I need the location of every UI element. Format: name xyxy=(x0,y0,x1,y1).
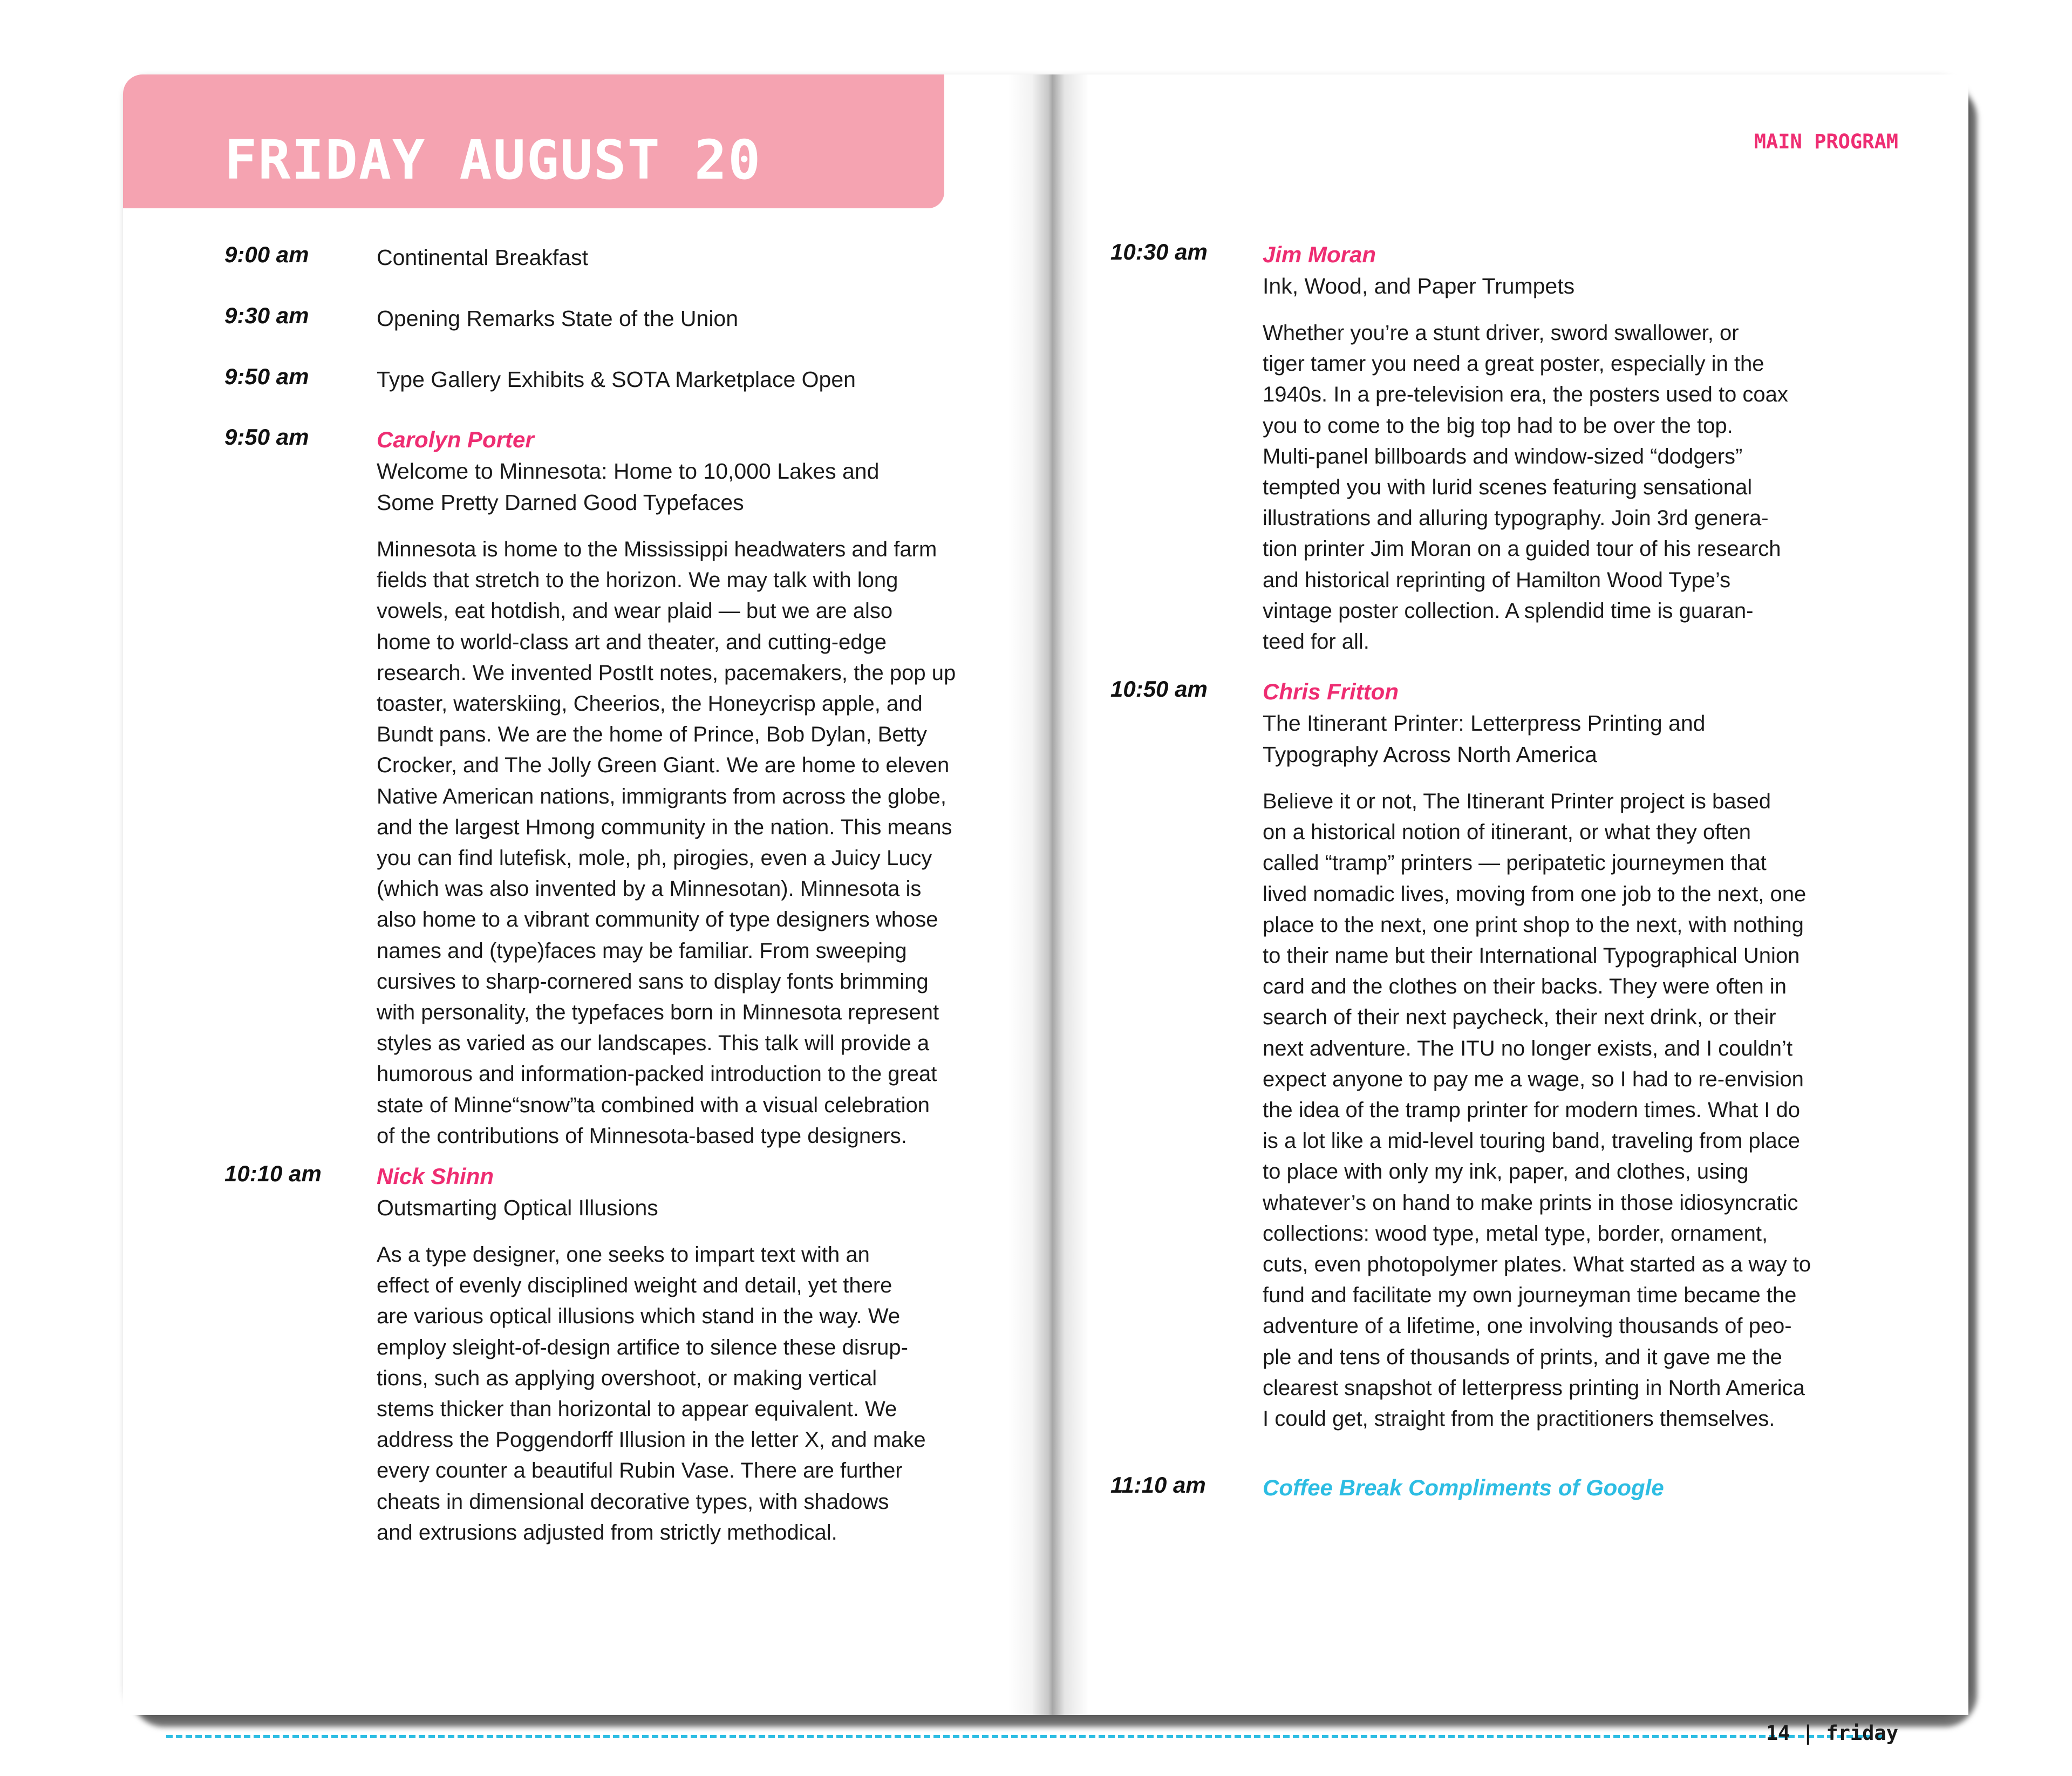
text-line: with personality, the typefaces born in Minnesota represent xyxy=(377,1001,939,1025)
talk-description xyxy=(377,534,986,1152)
text-line: on a historical notion of itinerant, or what they often xyxy=(1263,820,1751,845)
text-line: card and the clothes on their backs. They were often in xyxy=(1263,975,1787,999)
talk-description xyxy=(1263,786,1856,1434)
footer-dashed-rule xyxy=(166,1735,1882,1738)
text-line: every counter a beautiful Rubin Vase. There are further xyxy=(377,1459,903,1483)
text-line: Bundt pans. We are the home of Prince, Bob Dylan, Betty xyxy=(377,723,927,747)
entry-content xyxy=(377,364,986,395)
speaker-name: Carolyn Porter xyxy=(377,427,534,452)
talk-title: Outsmarting Optical Illusions xyxy=(377,1195,658,1220)
text-line: of the contributions of Minnesota-based type designers. xyxy=(377,1124,907,1148)
text-line: effect of evenly disciplined weight and detail, yet there xyxy=(377,1274,892,1298)
text-line: you can find lutefisk, mole, ph, pirogies, even a Juicy Lucy xyxy=(377,846,932,870)
text-line: state of Minne“snow”ta combined with a visual celebration xyxy=(377,1093,930,1117)
text-line: teed for all. xyxy=(1263,630,1369,654)
text-line: collections: wood type, metal type, border, ornament, xyxy=(1263,1221,1768,1246)
text-line: styles as varied as our landscapes. This talk will provide a xyxy=(377,1031,930,1056)
text-line: I could get, straight from the practitioners themselves. xyxy=(1263,1407,1775,1431)
talk-title: Welcome to Minnesota: Home to 10,000 Lakes and xyxy=(377,459,880,484)
text-line: research. We invented PostIt notes, pacemakers, the pop up xyxy=(377,661,956,685)
text-line: also home to a vibrant community of type designers whose xyxy=(377,908,938,932)
entry-time: 9:30 am xyxy=(224,303,309,328)
entry-time: 9:50 am xyxy=(224,424,309,450)
day-title: FRIDAY AUGUST 20 xyxy=(224,128,762,192)
text-line: Multi-panel billboards and window-sized “dodgers” xyxy=(1263,444,1743,468)
text-line: tempted you with lurid scenes featuring sensational xyxy=(1263,475,1753,500)
text-line: is a lot like a mid-level touring band, traveling from place xyxy=(1263,1129,1801,1153)
text-line: vintage poster collection. A splendid time is guaran- xyxy=(1263,598,1754,623)
left-page xyxy=(123,74,1046,1715)
entry-content xyxy=(1263,239,1856,657)
text-line: illustrations and alluring typography. Join 3rd genera- xyxy=(1263,506,1769,530)
text-line: vowels, eat hotdish, and wear plaid — but we are also xyxy=(377,599,893,623)
talk-title: Ink, Wood, and Paper Trumpets xyxy=(1263,274,1575,298)
talk-title: Some Pretty Darned Good Typefaces xyxy=(377,490,744,515)
text-line: tiger tamer you need a great poster, especially in the xyxy=(1263,352,1764,376)
talk-title: Typography Across North America xyxy=(1263,742,1597,767)
open-booklet xyxy=(123,74,1968,1745)
text-line: are various optical illusions which stand in the way. We xyxy=(377,1304,901,1329)
text-line: fund and facilitate my own journeyman time became the xyxy=(1263,1283,1797,1308)
text-line: you to come to the big top had to be over the top. xyxy=(1263,413,1733,438)
entry-content xyxy=(377,242,986,273)
text-line: (which was also invented by a Minnesotan). Minnesota is xyxy=(377,877,922,901)
entry-time: 9:00 am xyxy=(224,242,309,267)
text-line: Minnesota is home to the Mississippi headwaters and farm xyxy=(377,537,937,561)
text-line: to their name but their International Typographical Union xyxy=(1263,944,1800,968)
entry-content xyxy=(377,303,986,334)
text-line: Whether you’re a stunt driver, sword swallower, or xyxy=(1263,321,1739,345)
page-folio: 14 | friday xyxy=(1766,1721,1898,1745)
entry-content xyxy=(1263,1472,1856,1503)
text-line: tions, such as applying overshoot, or making vertical xyxy=(377,1366,877,1390)
entry-title: Opening Remarks State of the Union xyxy=(377,306,739,331)
talk-description xyxy=(1263,318,1856,657)
text-line: cuts, even photopolymer plates. What started as a way to xyxy=(1263,1253,1811,1277)
text-line: and the largest Hmong community in the nation. This means xyxy=(377,815,952,839)
text-line: to place with only my ink, paper, and clothes, using xyxy=(1263,1160,1749,1184)
coffee-break-label: Coffee Break Compliments of Google xyxy=(1263,1475,1664,1500)
text-line: 1940s. In a pre-television era, the posters used to coax xyxy=(1263,383,1788,407)
talk-description xyxy=(377,1240,986,1548)
entry-content xyxy=(377,424,986,1152)
text-line: ple and tens of thousands of prints, and it gave me the xyxy=(1263,1345,1782,1369)
text-line: and historical reprinting of Hamilton Wood Type’s xyxy=(1263,568,1731,592)
text-line: whatever’s on hand to make prints in those idiosyncratic xyxy=(1263,1190,1798,1215)
text-line: place to the next, one print shop to the next, with nothing xyxy=(1263,913,1804,937)
text-line: address the Poggendorff Illusion in the letter X, and make xyxy=(377,1428,926,1452)
text-line: toaster, waterskiing, Cheerios, the Honeycrisp apple, and xyxy=(377,692,923,716)
text-line: search of their next paycheck, their next drink, or their xyxy=(1263,1005,1776,1030)
text-line: stems thicker than horizontal to appear equivalent. We xyxy=(377,1397,897,1421)
entry-time: 10:10 am xyxy=(224,1161,322,1186)
talk-title: The Itinerant Printer: Letterpress Printing and xyxy=(1263,711,1706,736)
text-line: Crocker, and The Jolly Green Giant. We are home to eleven xyxy=(377,753,950,778)
text-line: expect anyone to pay me a wage, so I had to re-envision xyxy=(1263,1067,1804,1091)
text-line: adventure of a lifetime, one involving thousands of peo- xyxy=(1263,1314,1792,1338)
text-line: home to world-class art and theater, and cutting-edge xyxy=(377,630,887,654)
entry-time: 10:50 am xyxy=(1110,676,1208,702)
text-line: employ sleight-of-design artifice to silence these disrup- xyxy=(377,1335,908,1359)
entry-title: Continental Breakfast xyxy=(377,245,589,270)
text-line: the idea of the tramp printer for modern times. What I do xyxy=(1263,1098,1801,1122)
section-label: MAIN PROGRAM xyxy=(1754,130,1898,153)
entry-content xyxy=(377,1161,986,1548)
text-line: As a type designer, one seeks to impart text with an xyxy=(377,1243,870,1267)
entry-title: Type Gallery Exhibits & SOTA Marketplace Open xyxy=(377,367,856,392)
text-line: cursives to sharp-cornered sans to display fonts brimming xyxy=(377,969,929,994)
text-line: tion printer Jim Moran on a guided tour of his research xyxy=(1263,537,1781,561)
text-line: next adventure. The ITU no longer exists, and I couldn’t xyxy=(1263,1036,1793,1060)
right-page xyxy=(1046,74,1968,1715)
entry-time: 9:50 am xyxy=(224,364,309,389)
text-line: names and (type)faces may be familiar. From sweeping xyxy=(377,938,907,963)
text-line: Believe it or not, The Itinerant Printer project is based xyxy=(1263,790,1771,813)
text-line: cheats in dimensional decorative types, with shadows xyxy=(377,1489,889,1514)
text-line: and extrusions adjusted from strictly methodical. xyxy=(377,1520,837,1544)
speaker-name: Chris Fritton xyxy=(1263,679,1399,704)
text-line: humorous and information-packed introduction to the great xyxy=(377,1062,937,1086)
entry-time: 11:10 am xyxy=(1110,1472,1206,1498)
entry-content xyxy=(1263,676,1856,1434)
speaker-name: Jim Moran xyxy=(1263,242,1376,267)
entry-time: 10:30 am xyxy=(1110,239,1208,264)
speaker-name: Nick Shinn xyxy=(377,1163,494,1189)
text-line: called “tramp” printers — peripatetic journeymen that xyxy=(1263,851,1767,875)
text-line: clearest snapshot of letterpress printing in North America xyxy=(1263,1376,1805,1400)
text-line: lived nomadic lives, moving from one job to the next, one xyxy=(1263,882,1807,906)
text-line: fields that stretch to the horizon. We may talk with long xyxy=(377,568,898,593)
day-banner xyxy=(123,74,944,208)
text-line: Native American nations, immigrants from across the globe, xyxy=(377,784,946,808)
